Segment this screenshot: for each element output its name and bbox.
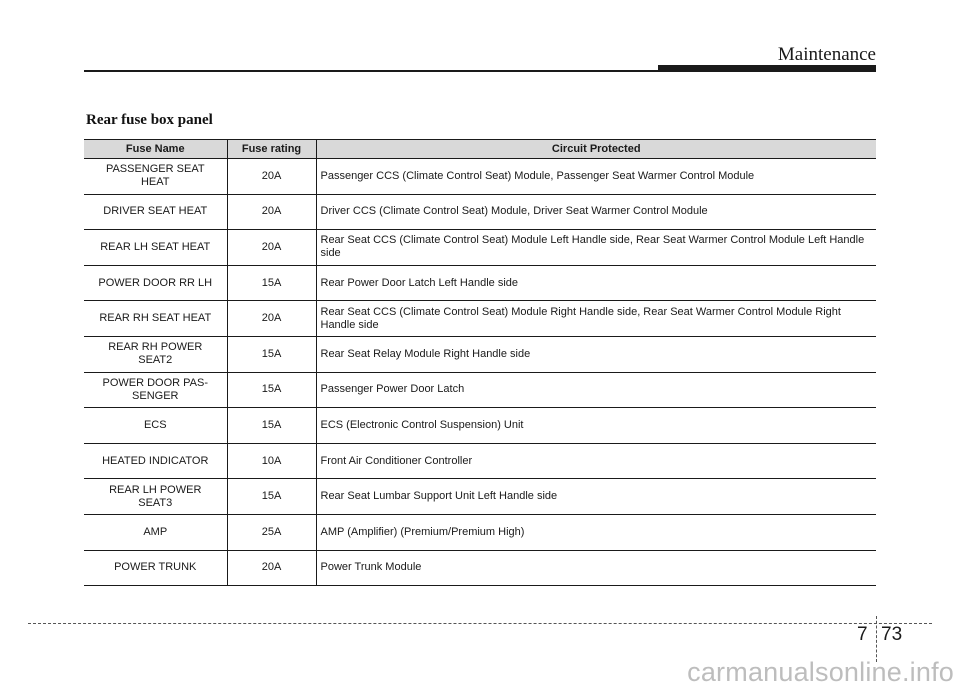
fuse-rating-cell: 20A bbox=[227, 159, 316, 195]
table-row bbox=[84, 194, 876, 230]
fuse-name-cell: REAR LH SEAT HEAT bbox=[84, 230, 227, 266]
circuit-cell: Rear Seat CCS (Climate Control Seat) Module Left Handle side, Rear Seat Warmer Control Module Left Handle side bbox=[316, 230, 876, 266]
circuit-cell: Rear Power Door Latch Left Handle side bbox=[316, 265, 876, 301]
fuse-name-cell: PASSENGER SEAT HEAT bbox=[84, 159, 227, 195]
page-number: 73 bbox=[881, 624, 903, 645]
fuse-name-cell: HEATED INDICATOR bbox=[84, 443, 227, 479]
table-row bbox=[84, 443, 876, 479]
section-title: Rear fuse box panel bbox=[86, 112, 213, 128]
fuse-table bbox=[84, 139, 876, 586]
fuse-name-cell: AMP bbox=[84, 514, 227, 550]
fuse-name-cell: POWER DOOR PAS-SENGER bbox=[84, 372, 227, 408]
fuse-name-cell: ECS bbox=[84, 408, 227, 444]
circuit-cell: Rear Seat CCS (Climate Control Seat) Module Right Handle side, Rear Seat Warmer Control Module Right Handle side bbox=[316, 301, 876, 337]
table-row bbox=[84, 408, 876, 444]
fuse-rating-cell: 20A bbox=[227, 550, 316, 586]
page-number-divider bbox=[876, 616, 877, 662]
fuse-name-cell: POWER DOOR RR LH bbox=[84, 265, 227, 301]
fuse-rating-cell: 15A bbox=[227, 408, 316, 444]
fuse-rating-cell: 15A bbox=[227, 479, 316, 515]
column-header-fuse-rating: Fuse rating bbox=[227, 140, 316, 159]
fuse-rating-cell: 20A bbox=[227, 301, 316, 337]
fuse-rating-cell: 20A bbox=[227, 194, 316, 230]
table-row bbox=[84, 479, 876, 515]
chapter-number: 7 bbox=[857, 624, 868, 645]
table-row bbox=[84, 336, 876, 372]
table-header-row bbox=[84, 140, 876, 159]
table-row bbox=[84, 159, 876, 195]
circuit-cell: Passenger Power Door Latch bbox=[316, 372, 876, 408]
fuse-name-cell: DRIVER SEAT HEAT bbox=[84, 194, 227, 230]
circuit-cell: Passenger CCS (Climate Control Seat) Module, Passenger Seat Warmer Control Module bbox=[316, 159, 876, 195]
header-rule bbox=[84, 70, 664, 72]
fuse-name-cell: REAR RH SEAT HEAT bbox=[84, 301, 227, 337]
fuse-rating-cell: 10A bbox=[227, 443, 316, 479]
fuse-rating-cell: 20A bbox=[227, 230, 316, 266]
column-header-circuit: Circuit Protected bbox=[316, 140, 876, 159]
fuse-rating-cell: 15A bbox=[227, 265, 316, 301]
footer-divider bbox=[28, 623, 932, 624]
table-row bbox=[84, 301, 876, 337]
fuse-name-cell: POWER TRUNK bbox=[84, 550, 227, 586]
fuse-rating-cell: 15A bbox=[227, 336, 316, 372]
circuit-cell: Rear Seat Lumbar Support Unit Left Handle side bbox=[316, 479, 876, 515]
circuit-cell: Driver CCS (Climate Control Seat) Module, Driver Seat Warmer Control Module bbox=[316, 194, 876, 230]
table-row bbox=[84, 372, 876, 408]
fuse-name-cell: REAR RH POWER SEAT2 bbox=[84, 336, 227, 372]
circuit-cell: ECS (Electronic Control Suspension) Unit bbox=[316, 408, 876, 444]
column-header-fuse-name: Fuse Name bbox=[84, 140, 227, 159]
table-row bbox=[84, 265, 876, 301]
table-row bbox=[84, 550, 876, 586]
watermark: carmanualsonline.info bbox=[687, 657, 954, 687]
table-row bbox=[84, 230, 876, 266]
table-row bbox=[84, 514, 876, 550]
fuse-rating-cell: 15A bbox=[227, 372, 316, 408]
fuse-rating-cell: 25A bbox=[227, 514, 316, 550]
fuse-name-cell: REAR LH POWER SEAT3 bbox=[84, 479, 227, 515]
circuit-cell: Rear Seat Relay Module Right Handle side bbox=[316, 336, 876, 372]
chapter-title: Maintenance bbox=[777, 44, 876, 65]
circuit-cell: Front Air Conditioner Controller bbox=[316, 443, 876, 479]
circuit-cell: AMP (Amplifier) (Premium/Premium High) bbox=[316, 514, 876, 550]
circuit-cell: Power Trunk Module bbox=[316, 550, 876, 586]
header-rule-accent bbox=[658, 65, 876, 72]
